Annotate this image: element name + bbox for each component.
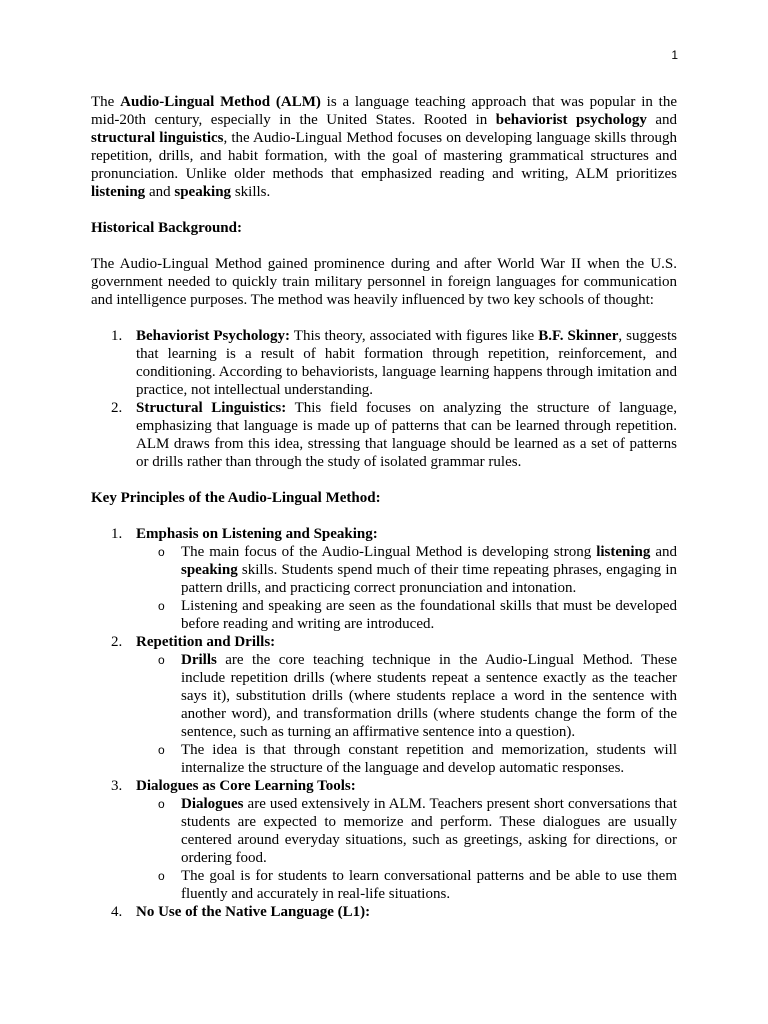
intro-text-5: and (145, 184, 175, 200)
page-number: 1 (671, 48, 678, 62)
sub-item-text: Listening and speaking are seen as the foundational skills that must be developed before reading and writing are introduced. (181, 598, 677, 632)
list-item-behaviorist-psychology (91, 327, 677, 399)
principle-title: Dialogues as Core Learning Tools: (136, 778, 356, 794)
list-number: 2. (111, 400, 123, 416)
term-listening: listening (91, 184, 146, 200)
sub-item (136, 597, 677, 633)
principle-repetition-drills (91, 633, 677, 777)
heading-historical-background: Historical Background: (91, 220, 242, 236)
list-item-text: This theory, associated with figures like (290, 328, 539, 344)
list-item-structural-linguistics (91, 399, 677, 471)
principle-title: Emphasis on Listening and Speaking: (136, 526, 378, 542)
principle-title: No Use of the Native Language (L1): (136, 904, 371, 920)
term-listening: listening (596, 544, 651, 560)
sub-item-text: and (650, 544, 677, 560)
sub-item-text: are used extensively in ALM. Teachers present short conversations that students are expected to memorize and perform. These dialogues are usually centered around everyday situations, such as greetings, asking for directions, or ordering food. (181, 796, 677, 866)
schools-of-thought-list (91, 327, 677, 471)
sub-item-text: are the core teaching technique in the Audio-Lingual Method. These include repetition drills (where students repeat a sentence exactly as the teacher says it), substitution drills (where students replace a word in the sentence with another word), and transformation drills (where students change the form of the sentence, such as turning an affirmative sentence into a question). (181, 652, 677, 740)
intro-paragraph (91, 93, 677, 201)
intro-text-3: and (646, 112, 678, 128)
historical-paragraph: The Audio-Lingual Method gained prominence during and after World War II when the U.S. government needed to quickly train military personnel in foreign languages for communication and intelligence purposes. The method was heavily influenced by two key schools of thought: (91, 256, 677, 308)
bullet-icon: o (158, 869, 165, 883)
principle-no-native-language (91, 903, 677, 921)
sub-item (136, 795, 677, 867)
sub-item (136, 867, 677, 903)
heading-key-principles: Key Principles of the Audio-Lingual Method: (91, 490, 381, 506)
term-alm: Audio-Lingual Method (ALM) (120, 94, 321, 110)
bullet-icon: o (158, 545, 165, 559)
sub-item (136, 741, 677, 777)
list-number: 2. (111, 634, 123, 650)
principle-sublist (136, 543, 677, 633)
term-bf-skinner: B.F. Skinner (538, 328, 619, 344)
term-dialogues: Dialogues (181, 796, 244, 812)
intro-text-2: is a language teaching approach that was popular in the mid-20th century, especially in the United States. Rooted in (91, 94, 678, 128)
term-behaviorist-psychology: behaviorist psychology (495, 112, 647, 128)
sub-item-text: skills. Students spend much of their time repeating phrases, engaging in pattern drills, and practicing correct pronunciation and intonation. (181, 562, 677, 596)
term-drills: Drills (181, 652, 217, 668)
key-principles-list (91, 525, 677, 921)
intro-text-6: skills. (231, 184, 271, 200)
sub-item-text: The goal is for students to learn conversational patterns and be able to use them fluently and accurately in real-life situations. (181, 868, 677, 902)
sub-item (136, 651, 677, 741)
term-structural-linguistics: structural linguistics (91, 130, 224, 146)
principle-listening-speaking (91, 525, 677, 633)
list-number: 1. (111, 328, 123, 344)
list-item-text: This field focuses on analyzing the structure of language, emphasizing that language is made up of patterns that can be learned through repetition. ALM draws from this idea, stressing that language should be learned as a set of patterns or drills rather than through the study of isolated grammar rules. (136, 400, 677, 470)
principle-title: Repetition and Drills: (136, 634, 276, 650)
principle-sublist (136, 795, 677, 903)
bullet-icon: o (158, 599, 165, 613)
list-item-text: , suggests that learning is a result of habit formation through repetition, reinforcement, and conditioning. According to behaviorists, language learning happens through imitation and practice, not intellectual understanding. (136, 328, 677, 398)
bullet-icon: o (158, 797, 165, 811)
list-item-title: Structural Linguistics: (136, 400, 287, 416)
sub-item-text: The idea is that through constant repetition and memorization, students will internalize the structure of the language and develop automatic responses. (181, 742, 677, 776)
intro-text-4: , the Audio-Lingual Method focuses on developing language skills through repetition, drills, and habit formation, with the goal of mastering grammatical structures and pronunciation. Unlike older methods that emphasized reading and writing, ALM prioritizes (91, 130, 677, 182)
principle-dialogues (91, 777, 677, 903)
principle-sublist (136, 651, 677, 777)
list-number: 4. (111, 904, 123, 920)
term-speaking: speaking (181, 562, 238, 578)
term-speaking: speaking (174, 184, 232, 200)
list-number: 1. (111, 526, 123, 542)
bullet-icon: o (158, 653, 165, 667)
list-item-title: Behaviorist Psychology: (136, 328, 291, 344)
bullet-icon: o (158, 743, 165, 757)
document-body (91, 93, 677, 921)
list-number: 3. (111, 778, 123, 794)
sub-item-text: The main focus of the Audio-Lingual Method is developing strong (181, 544, 597, 560)
intro-text-1: The (91, 94, 121, 110)
sub-item (136, 543, 677, 597)
